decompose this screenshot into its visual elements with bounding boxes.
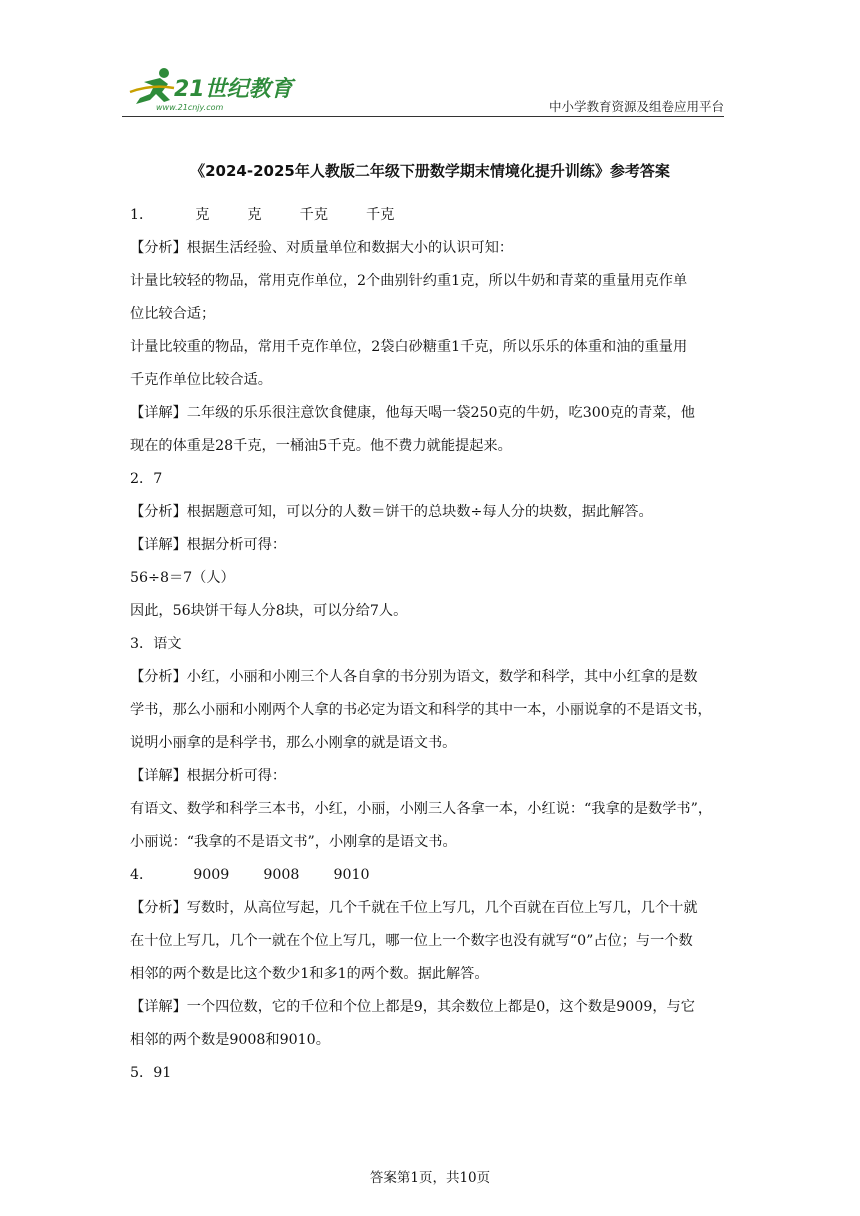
q2-answer-line: 2．7	[130, 471, 163, 487]
page-header	[122, 62, 724, 118]
q1-answer-line	[130, 205, 394, 225]
q2-text-line: 56÷8＝7（人）	[130, 570, 235, 586]
q4-answer-line	[130, 865, 370, 885]
q4-text-line: 在十位上写几，几个一就在个位上写几，哪一位上一个数字也没有就写“0”占位；与一个数	[130, 933, 693, 949]
q5-answer-line: 5．91	[130, 1065, 172, 1081]
document-title: 《2024-2025年人教版二年级下册数学期末情境化提升训练》参考答案	[190, 162, 670, 180]
q1-detail: 【详解】二年级的乐乐很注意饮食健康，他每天喝一袋250克的牛奶，吃300克的青菜，他	[130, 405, 695, 421]
site-logo	[122, 62, 302, 114]
q2-detail: 【详解】根据分析可得：	[130, 537, 287, 553]
platform-name: 中小学教育资源及组卷应用平台	[548, 99, 724, 114]
q3-text-line: 学书，那么小丽和小刚两个人拿的书必定为语文和科学的其中一本，小丽说拿的不是语文书，	[130, 702, 712, 718]
q1-text-line: 现在的体重是28千克，一桶油5千克。他不费力就能提起来。	[130, 438, 512, 454]
q1-text-line: 计量比较重的物品，常用千克作单位，2袋白砂糖重1千克，所以乐乐的体重和油的重量用	[130, 339, 688, 355]
q3-answer-line: 3．语文	[130, 636, 182, 652]
q3-text-line: 说明小丽拿的是科学书，那么小刚拿的就是语文书。	[130, 735, 457, 751]
svg-text:21世纪教育: 21世纪教育	[174, 77, 293, 102]
page-footer: 答案第1页，共10页	[369, 1170, 491, 1186]
q3-text-line: 有语文、数学和科学三本书，小红，小丽，小刚三人各拿一本，小红说：“我拿的是数学书”，	[130, 801, 713, 817]
q4-answer-3: 9010	[333, 867, 370, 883]
q1-answer-4: 千克	[366, 207, 395, 223]
q1-number: 1．	[130, 207, 154, 223]
q1-answer-1: 克	[195, 207, 210, 223]
q4-number: 4．	[130, 867, 154, 883]
q1-text-line: 计量比较轻的物品，常用克作单位，2个曲别针约重1克，所以牛奶和青菜的重量用克作单	[130, 273, 688, 289]
q2-analysis: 【分析】根据题意可知，可以分的人数＝饼干的总块数÷每人分的块数，据此解答。	[130, 504, 653, 520]
q4-text-line: 相邻的两个数是比这个数少1和多1的两个数。据此解答。	[130, 966, 489, 982]
q4-answer-1: 9009	[193, 867, 230, 883]
q1-text-line: 位比较合适；	[130, 306, 216, 322]
q4-analysis: 【分析】写数时，从高位写起，几个千就在千位上写几，几个百就在百位上写几，几个十就	[130, 900, 698, 916]
q2-text-line: 因此，56块饼干每人分8块，可以分给7人。	[130, 603, 408, 619]
header-rule	[122, 116, 724, 117]
q3-detail: 【详解】根据分析可得：	[130, 768, 287, 784]
q1-answer-2: 克	[247, 207, 262, 223]
q1-analysis: 【分析】根据生活经验、对质量单位和数据大小的认识可知：	[130, 240, 514, 256]
svg-text:www.21cnjy.com: www.21cnjy.com	[156, 103, 224, 112]
q1-answer-3: 千克	[299, 207, 329, 223]
q1-text-line: 千克作单位比较合适。	[130, 372, 272, 388]
q3-analysis: 【分析】小红，小丽和小刚三个人各自拿的书分别为语文，数学和科学，其中小红拿的是数	[130, 669, 698, 685]
q3-text-line: 小丽说：“我拿的不是语文书”，小刚拿的是语文书。	[130, 834, 457, 850]
q4-text-line: 相邻的两个数是9008和9010。	[130, 1032, 330, 1048]
q4-answer-2: 9008	[263, 867, 300, 883]
q4-detail: 【详解】一个四位数，它的千位和个位上都是9，其余数位上都是0，这个数是9009，与它	[130, 999, 695, 1015]
